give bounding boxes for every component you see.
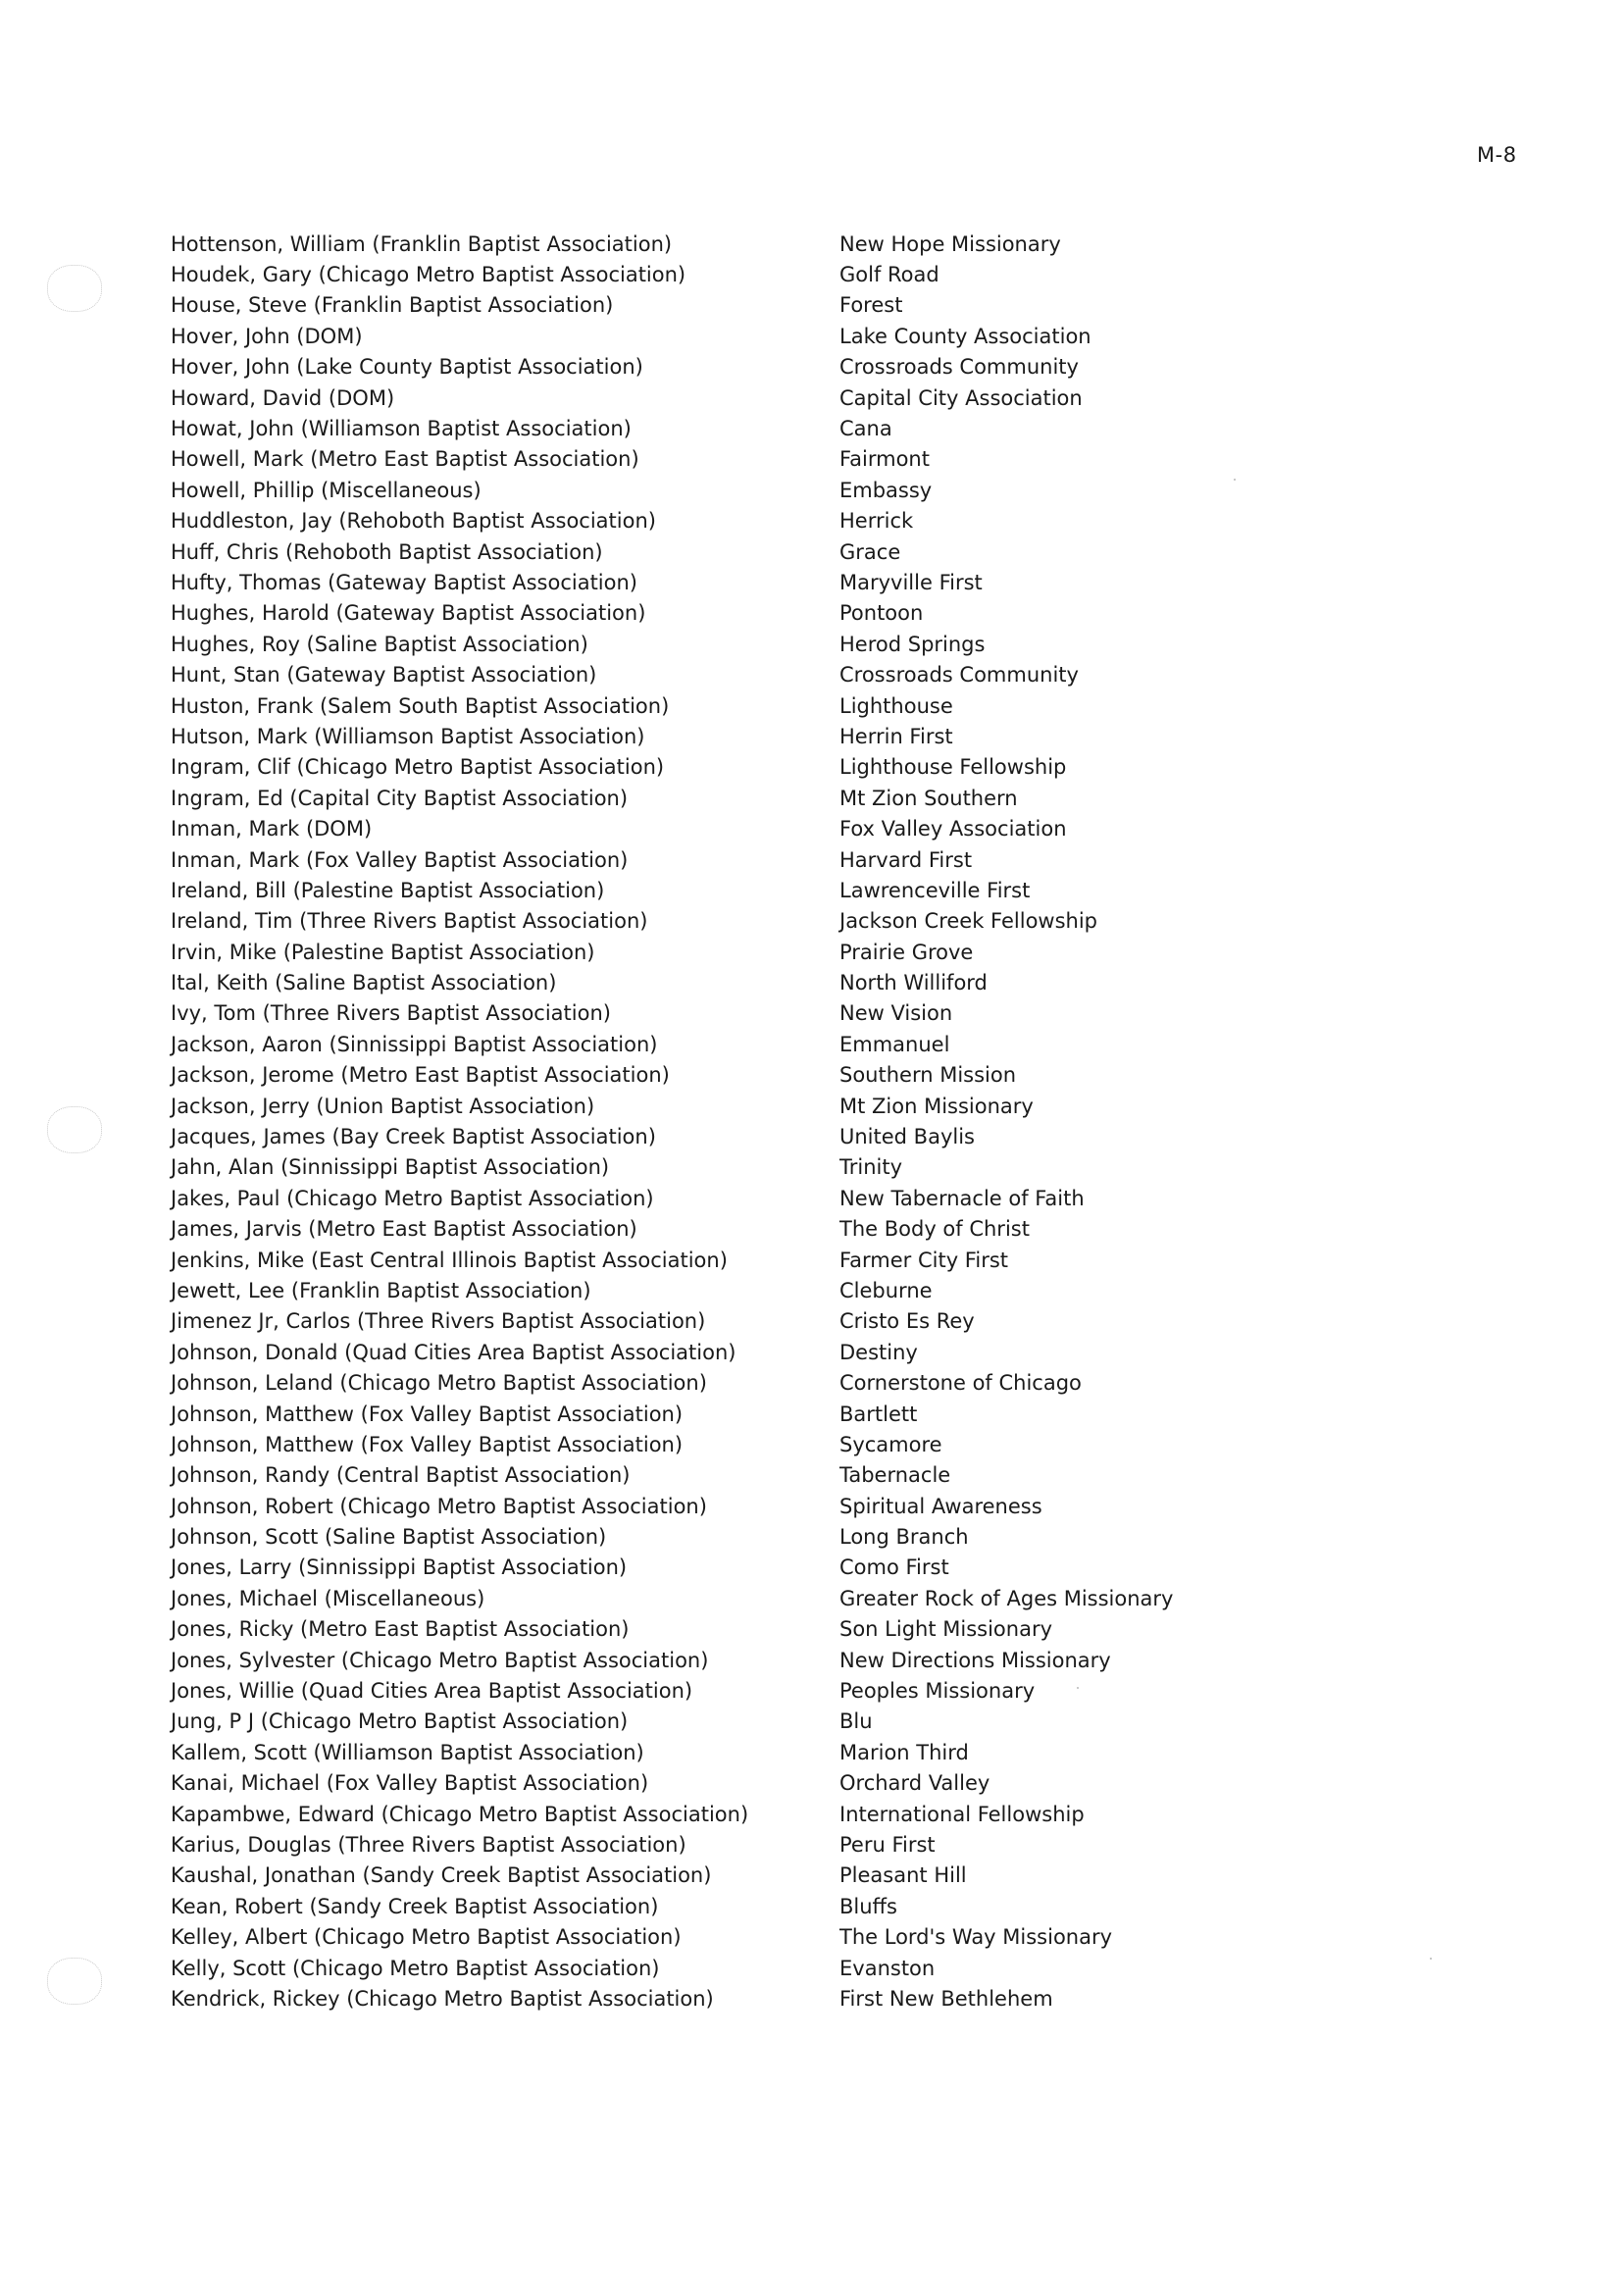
page-number: M-8	[1477, 143, 1517, 167]
pastor-name-association: Jones, Ricky (Metro East Baptist Association)	[171, 1617, 630, 1642]
list-item	[171, 1921, 1446, 1952]
church-name: Long Branch	[839, 1525, 969, 1550]
church-name: Tabernacle	[839, 1463, 951, 1488]
list-item	[171, 290, 1446, 321]
church-name: Pleasant Hill	[839, 1863, 967, 1888]
list-item	[171, 475, 1446, 505]
pastor-name-association: Karius, Douglas (Three Rivers Baptist Association)	[171, 1833, 686, 1857]
church-name: Maryville First	[839, 570, 983, 594]
list-item	[171, 906, 1446, 937]
list-item	[171, 721, 1446, 751]
list-item	[171, 1553, 1446, 1583]
pastor-name-association: Kelly, Scott (Chicago Metro Baptist Association)	[171, 1956, 660, 1980]
church-name: Trinity	[839, 1155, 903, 1180]
list-item	[171, 1983, 1446, 2014]
pastor-name-association: Kelley, Albert (Chicago Metro Baptist Association)	[171, 1925, 682, 1950]
pastor-name-association: Jahn, Alan (Sinnissippi Baptist Association)	[171, 1155, 610, 1180]
pastor-name-association: Hughes, Roy (Saline Baptist Association)	[171, 632, 588, 656]
church-name: Prairie Grove	[839, 940, 974, 964]
church-name: North Williford	[839, 971, 988, 995]
list-item	[171, 1675, 1446, 1706]
pastor-name-association: Hughes, Harold (Gateway Baptist Association)	[171, 601, 646, 626]
pastor-name-association: Ingram, Ed (Capital City Baptist Association)	[171, 786, 629, 810]
pastor-name-association: Kanai, Michael (Fox Valley Baptist Association)	[171, 1771, 649, 1796]
church-name: Crossroads Community	[839, 663, 1079, 688]
pastor-name-association: Inman, Mark (DOM)	[171, 817, 373, 841]
list-item	[171, 875, 1446, 905]
pastor-name-association: House, Steve (Franklin Baptist Association)	[171, 293, 614, 318]
list-item	[171, 752, 1446, 783]
list-item	[171, 629, 1446, 659]
church-name: Emmanuel	[839, 1032, 950, 1056]
list-item	[171, 1121, 1446, 1151]
church-name: First New Bethlehem	[839, 1986, 1053, 2011]
pastor-name-association: Huddleston, Jay (Rehoboth Baptist Association)	[171, 509, 656, 534]
church-name: Son Light Missionary	[839, 1617, 1053, 1642]
list-item	[171, 1829, 1446, 1860]
list-item	[171, 1861, 1446, 1891]
list-item	[171, 1060, 1446, 1091]
church-name: Capital City Association	[839, 385, 1083, 410]
list-item	[171, 1091, 1446, 1121]
church-name: Cleburne	[839, 1278, 933, 1302]
pastor-name-association: Inman, Mark (Fox Valley Baptist Association)	[171, 847, 629, 872]
church-name: The Lord's Way Missionary	[839, 1925, 1113, 1950]
pastor-name-association: Howell, Phillip (Miscellaneous)	[171, 478, 482, 502]
list-item	[171, 1583, 1446, 1613]
pastor-name-association: Jones, Michael (Miscellaneous)	[171, 1586, 485, 1610]
punch-hole-mark	[47, 1106, 102, 1153]
church-name: Sycamore	[839, 1432, 942, 1456]
church-name: International Fellowship	[839, 1802, 1085, 1826]
list-item	[171, 967, 1446, 997]
list-item	[171, 1491, 1446, 1521]
church-name: Mt Zion Southern	[839, 786, 1018, 810]
church-name: Crossroads Community	[839, 355, 1079, 380]
church-name: Herrin First	[839, 724, 953, 748]
pastor-name-association: Jackson, Jerry (Union Baptist Association)	[171, 1094, 595, 1118]
pastor-name-association: Howat, John (Williamson Baptist Association)	[171, 417, 632, 441]
church-name: Lake County Association	[839, 324, 1091, 348]
church-name: Fairmont	[839, 447, 930, 472]
pastor-name-association: Hover, John (Lake County Baptist Association)	[171, 355, 643, 380]
pastor-name-association: Jewett, Lee (Franklin Baptist Association)	[171, 1278, 591, 1302]
list-item	[171, 1521, 1446, 1552]
church-name: Como First	[839, 1555, 949, 1580]
church-name: Jackson Creek Fellowship	[839, 909, 1098, 934]
church-name: Pontoon	[839, 601, 924, 626]
church-name: Marion Third	[839, 1740, 969, 1764]
pastor-name-association: Irvin, Mike (Palestine Baptist Association)	[171, 940, 595, 964]
pastor-name-association: Johnson, Matthew (Fox Valley Baptist Association)	[171, 1432, 684, 1456]
pastor-name-association: Hutson, Mark (Williamson Baptist Association)	[171, 724, 645, 748]
church-name: Peoples Missionary	[839, 1679, 1036, 1704]
church-name: Peru First	[839, 1833, 936, 1857]
list-item	[171, 1245, 1446, 1275]
pastor-name-association: Kapambwe, Edward (Chicago Metro Baptist Association)	[171, 1802, 749, 1826]
list-item	[171, 1614, 1446, 1645]
church-name: Greater Rock of Ages Missionary	[839, 1586, 1174, 1610]
pastor-name-association: Hover, John (DOM)	[171, 324, 363, 348]
church-name: The Body of Christ	[839, 1217, 1030, 1242]
list-item	[171, 1337, 1446, 1367]
list-item	[171, 1214, 1446, 1245]
pastor-name-association: Hottenson, William (Franklin Baptist Association)	[171, 231, 673, 256]
list-item	[171, 536, 1446, 567]
pastor-name-association: Johnson, Matthew (Fox Valley Baptist Association)	[171, 1402, 684, 1426]
pastor-name-association: Johnson, Leland (Chicago Metro Baptist Association)	[171, 1371, 707, 1396]
list-item	[171, 444, 1446, 475]
list-item	[171, 1183, 1446, 1213]
list-item	[171, 659, 1446, 689]
list-item	[171, 1275, 1446, 1305]
list-item	[171, 1768, 1446, 1799]
church-name: Lawrenceville First	[839, 878, 1031, 902]
church-name: Forest	[839, 293, 903, 318]
pastor-name-association: Hufty, Thomas (Gateway Baptist Association)	[171, 570, 637, 594]
church-name: Cristo Es Rey	[839, 1309, 975, 1334]
church-name: Blu	[839, 1709, 873, 1734]
church-name: Evanston	[839, 1956, 936, 1980]
pastor-name-association: Johnson, Donald (Quad Cities Area Baptist Association)	[171, 1340, 736, 1364]
pastor-name-association: Howell, Mark (Metro East Baptist Association)	[171, 447, 639, 472]
church-name: New Tabernacle of Faith	[839, 1186, 1085, 1210]
list-item	[171, 1460, 1446, 1491]
pastor-name-association: Johnson, Robert (Chicago Metro Baptist Association)	[171, 1494, 707, 1518]
pastor-name-association: Ireland, Tim (Three Rivers Baptist Association)	[171, 909, 648, 934]
list-item	[171, 690, 1446, 721]
pastor-name-association: Jakes, Paul (Chicago Metro Baptist Association)	[171, 1186, 654, 1210]
church-name: Embassy	[839, 478, 933, 502]
pastor-name-association: Johnson, Scott (Saline Baptist Association)	[171, 1525, 607, 1550]
pastor-name-association: Jung, P J (Chicago Metro Baptist Association)	[171, 1709, 629, 1734]
pastor-name-association: Jacques, James (Bay Creek Baptist Association)	[171, 1125, 656, 1149]
list-item	[171, 813, 1446, 843]
church-name: Farmer City First	[839, 1248, 1008, 1272]
pastor-name-association: Huff, Chris (Rehoboth Baptist Association)	[171, 539, 603, 564]
list-item	[171, 352, 1446, 382]
pastor-name-association: Jones, Larry (Sinnissippi Baptist Association)	[171, 1555, 628, 1580]
church-name: New Directions Missionary	[839, 1648, 1111, 1672]
list-item	[171, 1737, 1446, 1767]
pastor-name-association: Ingram, Clif (Chicago Metro Baptist Association)	[171, 755, 665, 780]
church-name: Spiritual Awareness	[839, 1494, 1042, 1518]
church-name: Cornerstone of Chicago	[839, 1371, 1082, 1396]
list-item	[171, 1306, 1446, 1337]
list-item	[171, 567, 1446, 597]
list-item	[171, 229, 1446, 259]
church-name: Bartlett	[839, 1402, 918, 1426]
list-item	[171, 321, 1446, 351]
punch-hole-mark	[47, 1958, 102, 2005]
church-name: Golf Road	[839, 263, 939, 287]
list-item	[171, 506, 1446, 536]
church-name: Southern Mission	[839, 1063, 1017, 1088]
pastor-name-association: Jenkins, Mike (East Central Illinois Baptist Association)	[171, 1248, 728, 1272]
church-name: Fox Valley Association	[839, 817, 1067, 841]
church-name: Orchard Valley	[839, 1771, 990, 1796]
church-name: Mt Zion Missionary	[839, 1094, 1034, 1118]
church-name: Lighthouse	[839, 693, 953, 718]
list-item	[171, 1707, 1446, 1737]
list-item	[171, 1799, 1446, 1829]
list-item	[171, 937, 1446, 967]
church-name: Grace	[839, 539, 901, 564]
list-item	[171, 1891, 1446, 1921]
pastor-name-association: James, Jarvis (Metro East Baptist Association)	[171, 1217, 637, 1242]
list-item	[171, 1645, 1446, 1675]
list-item	[171, 844, 1446, 875]
church-name: United Baylis	[839, 1125, 975, 1149]
pastor-name-association: Jackson, Aaron (Sinnissippi Baptist Association)	[171, 1032, 658, 1056]
pastor-name-association: Kean, Robert (Sandy Creek Baptist Association)	[171, 1894, 659, 1918]
church-name: Cana	[839, 417, 892, 441]
pastor-name-association: Jones, Willie (Quad Cities Area Baptist Association)	[171, 1679, 693, 1704]
punch-hole-mark	[47, 265, 102, 312]
list-item	[171, 783, 1446, 813]
pastor-name-association: Ireland, Bill (Palestine Baptist Association)	[171, 878, 605, 902]
pastor-name-association: Jimenez Jr, Carlos (Three Rivers Baptist Association)	[171, 1309, 706, 1334]
church-name: New Vision	[839, 1001, 953, 1026]
church-name: Herod Springs	[839, 632, 986, 656]
pastor-name-association: Jackson, Jerome (Metro East Baptist Association)	[171, 1063, 670, 1088]
pastor-name-association: Howard, David (DOM)	[171, 385, 395, 410]
church-name: Destiny	[839, 1340, 918, 1364]
church-name: Harvard First	[839, 847, 973, 872]
church-name: Herrick	[839, 509, 914, 534]
list-item	[171, 413, 1446, 443]
list-item	[171, 1429, 1446, 1459]
list-item	[171, 259, 1446, 289]
church-name: Bluffs	[839, 1894, 897, 1918]
list-item	[171, 382, 1446, 413]
list-item	[171, 598, 1446, 629]
pastor-name-association: Ital, Keith (Saline Baptist Association)	[171, 971, 557, 995]
list-item	[171, 998, 1446, 1029]
pastor-name-association: Houdek, Gary (Chicago Metro Baptist Association)	[171, 263, 686, 287]
list-item	[171, 1953, 1446, 1983]
pastor-name-association: Johnson, Randy (Central Baptist Association)	[171, 1463, 631, 1488]
pastor-name-association: Ivy, Tom (Three Rivers Baptist Association)	[171, 1001, 611, 1026]
list-item	[171, 1399, 1446, 1429]
pastor-name-association: Kallem, Scott (Williamson Baptist Association)	[171, 1740, 644, 1764]
pastor-name-association: Hunt, Stan (Gateway Baptist Association)	[171, 663, 597, 688]
entry-list	[171, 229, 1446, 2014]
pastor-name-association: Kendrick, Rickey (Chicago Metro Baptist Association)	[171, 1986, 714, 2011]
church-name: Lighthouse Fellowship	[839, 755, 1067, 780]
church-name: New Hope Missionary	[839, 231, 1061, 256]
pastor-name-association: Huston, Frank (Salem South Baptist Association)	[171, 693, 670, 718]
list-item	[171, 1029, 1446, 1059]
pastor-name-association: Jones, Sylvester (Chicago Metro Baptist Association)	[171, 1648, 709, 1672]
list-item	[171, 1152, 1446, 1183]
list-item	[171, 1367, 1446, 1398]
pastor-name-association: Kaushal, Jonathan (Sandy Creek Baptist Association)	[171, 1863, 712, 1888]
